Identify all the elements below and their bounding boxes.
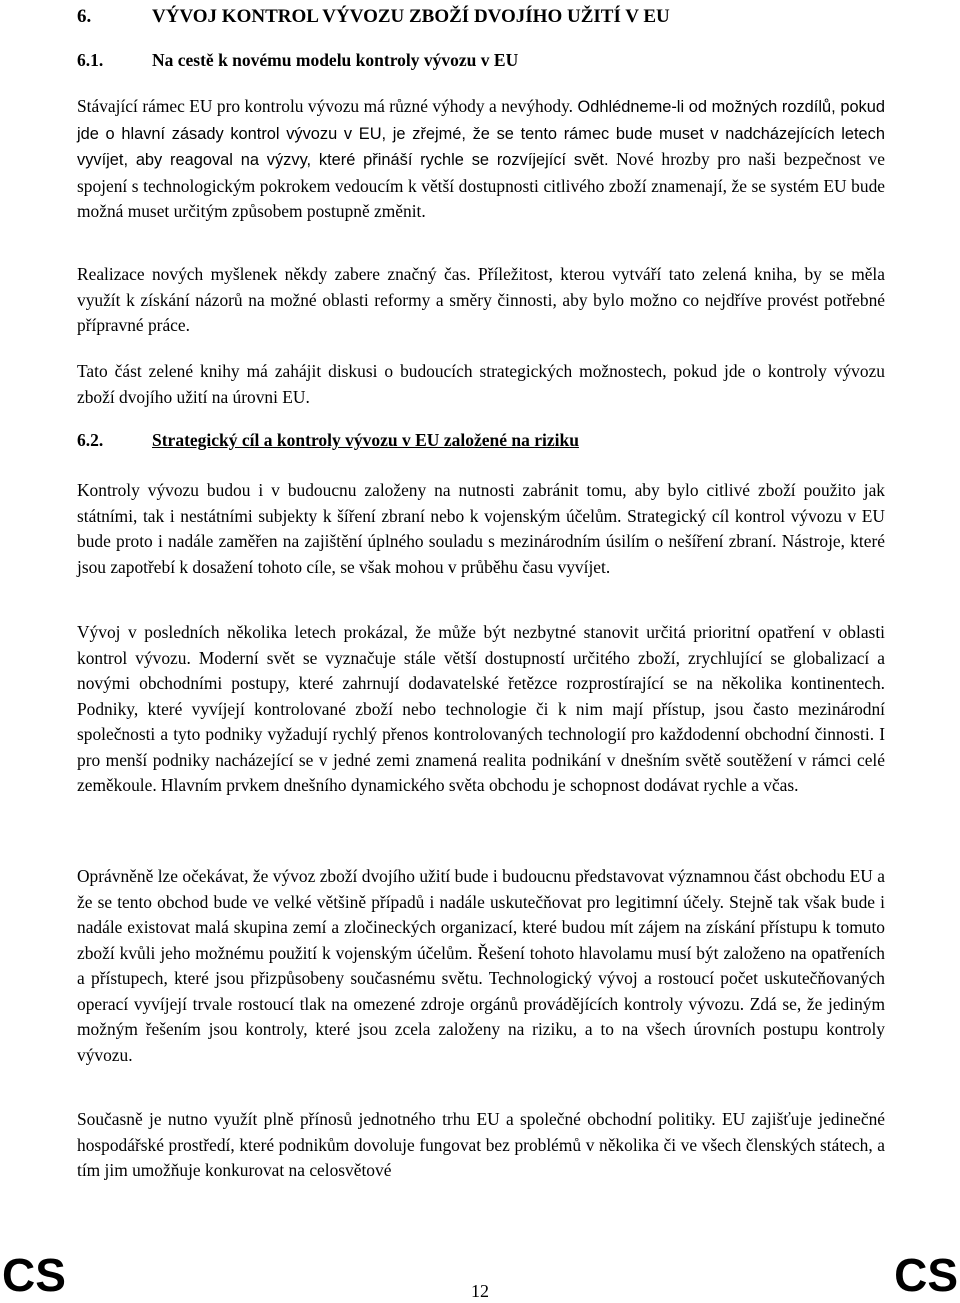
subsection-heading-6-1 [77, 50, 518, 71]
paragraph-framework [77, 94, 885, 225]
paragraph-realization: Realizace nových myšlenek někdy zabere značný čas. Příležitost, kterou vytváří tato zelená kniha, by se měla využít k získání názorů na možné oblasti reformy a směry činnosti, aby bylo možno co nejdříve provést potřebné přípravné práce. [77, 264, 885, 335]
paragraph-single-market: Současně je nutno využít plně přínosů jednotného trhu EU a společné obchodní politiky. EU zajišťuje jedinečné hospodářské prostředí, které podnikům dovoluje fungovat bez problémů v několika či ve všech členských státech, a tím jim umožňuje konkurovat na celosvětové [77, 1109, 885, 1180]
paragraph-purpose: Tato část zelené knihy má zahájit diskusi o budoucích strategických možnostech, pokud jde o kontroly vývozu zboží dvojího užití na úrovni EU. [77, 361, 885, 407]
subsection-title: Strategický cíl a kontroly vývozu v EU založené na riziku [152, 430, 579, 450]
subsection-title: Na cestě k novému modelu kontroly vývozu v EU [152, 50, 519, 70]
section-heading [77, 6, 670, 28]
paragraph-part-sans: Odhlédneme-li od možných rozdílů, pokud jde o hlavní zásady kontrol vývozu v EU, je zřejmé, že se tento rámec bude muset v nadcházejících letech vyvíjet, aby reagoval na výzvy, které přináší rychle se rozvíjející svět. [77, 98, 885, 169]
page-number: 12 [471, 1281, 489, 1301]
subsection-number: 6.1. [77, 50, 104, 70]
paragraph-strategic-goal: Kontroly vývozu budou i v budoucnu založeny na nutnosti zabránit tomu, aby bylo citlivé zboží použito jak státními, tak i nestátními subjekty k šíření zbraní nebo k vojenským účelům. Strategický cíl kontrol vývozu v EU bude proto i nadále zaměřen na zajištění úplného souladu s mezinárodním úsilím o nešíření zbraní. Nástroje, které jsou zapotřebí k dosažení tohoto cíle, se však mohou v průběhu času vyvíjet. [77, 480, 885, 577]
paragraph-part: Nové hrozby pro naši bezpečnost ve spojení s technologickým pokrokem vedoucím k větší dostupnosti citlivého zboží znamenají, že se systém EU bude možná muset určitým způsobem postupně změnit. [77, 149, 885, 221]
footer-language-right: CS [894, 1249, 958, 1301]
subsection-heading-6-2 [77, 430, 579, 451]
paragraph-expectations: Oprávněně lze očekávat, že vývoz zboží dvojího užití bude i budoucnu představovat významnou část obchodu EU a že se tento obchod bude ve velké většině případů i nadále uskutečňovat pro legitimní účely. Stejně tak však bude i nadále existovat malá skupina zemí a zločineckých organizací, které budou mít zájem na získání přístupu k tomuto zboží kvůli jeho možnému použití k vojenským účelům. Řešení tohoto hlavolamu musí být založeno na opatřeních a přístupech, které jsou přizpůsobeny současnému světu. Technologický vývoj a rostoucí počet uskutečňovaných operací vyvíjejí trvale rostoucí tlak na omezené zdroje orgánů provádějících kontroly vývozu. Zdá se, že jediným možným řešením jsou kontroly, které jsou zcela založeny na riziku, a to na všech úrovních postupu kontroly vývozu. [77, 866, 885, 1065]
footer-language-left: CS [2, 1249, 66, 1301]
paragraph-part: Stávající rámec EU pro kontrolu vývozu má různé výhody a nevýhody. [77, 96, 574, 116]
subsection-number: 6.2. [77, 430, 104, 450]
paragraph-recent-development: Vývoj v posledních několika letech prokázal, že může být nezbytné stanovit určitá prioritní opatření v oblasti kontrol vývozu. Moderní svět se vyznačuje stále větší dostupností určitého zboží, zrychlující se globalizací a novými obchodními postupy, které zahrnují dodavatelské řetězce rozprostírající se na několika kontinentech. Podniky, které vyvíjejí kontrolované zboží nebo technologie či k nim mají přístup, jsou často mezinárodní společnosti a tyto podniky vyžadují rychlý přenos kontrolovaných technologií pro každodenní obchodní činnosti. I pro menší podniky nacházející se v jedné zemi znamená realita podnikání v dnešním světě soutěžení v rámci celé zeměkoule. Hlavním prvkem dnešního dynamického světa obchodu je schopnost dodávat rychle a včas. [77, 622, 885, 795]
section-title: VÝVOJ KONTROL VÝVOZU ZBOŽÍ DVOJÍHO UŽITÍ V EU [152, 6, 670, 27]
section-number: 6. [77, 6, 92, 27]
